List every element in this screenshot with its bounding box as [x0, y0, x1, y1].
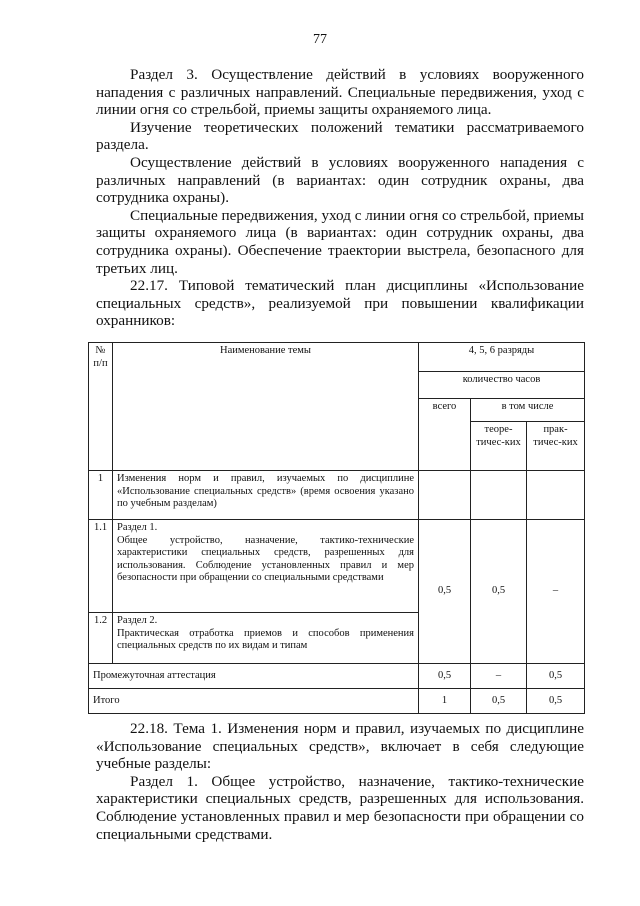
table-header-row	[89, 343, 585, 372]
outro-text	[96, 720, 584, 843]
paragraph-22-18: 22.18. Тема 1. Изменения норм и правил, изучаемых по дисциплине «Использование специальных средств», включает в себя следующие учебные разделы:	[96, 720, 584, 773]
intro-text	[96, 66, 584, 330]
section-theory-hours: 0,5	[471, 520, 527, 664]
section-practice-hours: –	[527, 520, 585, 664]
paragraph-armed-attack-actions: Осуществление действий в условиях вооруженного нападения с различных направлений (в вариантах: один сотрудник охраны, два сотрудника охраны).	[96, 153, 584, 207]
header-total: всего	[419, 399, 471, 471]
header-theory: теоре-тичес-ких	[471, 422, 527, 471]
paragraph-special-movements: Специальные передвижения, уход с линии огня со стрельбой, приемы защиты охраняемого лица (в вариантах: один сотрудник охраны, два сотрудника охраны). Обеспечение траектории выстрела, безопасного для третьих лиц.	[96, 206, 584, 277]
row-total	[419, 471, 471, 520]
row-num: 1	[89, 471, 113, 520]
row-topic: Раздел 2. Практическая отработка приемов и способов применения специальных средств по их видам и типам	[113, 613, 419, 664]
interim-row	[89, 664, 585, 689]
header-practice: прак-тичес-ких	[527, 422, 585, 471]
total-row	[89, 689, 585, 714]
total-label: Итого	[89, 689, 419, 714]
total-hours: 1	[419, 689, 471, 714]
total-practice: 0,5	[527, 689, 585, 714]
thematic-plan-table	[88, 342, 585, 714]
header-hours: количество часов	[419, 372, 585, 399]
row-num: 1.1	[89, 520, 113, 613]
header-name: Наименование темы	[113, 343, 419, 471]
interim-practice: 0,5	[527, 664, 585, 689]
interim-theory: –	[471, 664, 527, 689]
paragraph-section-1: Раздел 1. Общее устройство, назначение, тактико-технические характеристики специальных средств, разрешенных для использования. Соблюдение установленных правил и мер безопасности при обращении со специальными средствами.	[96, 772, 584, 843]
total-theory: 0,5	[471, 689, 527, 714]
row-theory	[471, 471, 527, 520]
section-total-hours: 0,5	[419, 520, 471, 664]
paragraph-theory-study: Изучение теоретических положений тематики рассматриваемого раздела.	[96, 118, 584, 154]
interim-label: Промежуточная аттестация	[89, 664, 419, 689]
header-num: № п/п	[89, 343, 113, 471]
paragraph-section-3: Раздел 3. Осуществление действий в условиях вооруженного нападения с различных направлений. Специальные передвижения, уход с линии огня со стрельбой, приемы защиты охраняемого лица.	[96, 66, 584, 119]
row-topic: Раздел 1. Общее устройство, назначение, тактико-технические характеристики специальных средств, разрешенных для использования. Соблюдение установленных правил и мер безопасности при обращении со специальными средствами	[113, 520, 419, 613]
row-practice	[527, 471, 585, 520]
header-grades: 4, 5, 6 разряды	[419, 343, 585, 372]
table-row	[89, 520, 585, 613]
paragraph-22-17-heading: 22.17. Типовой тематический план дисциплины «Использование специальных средств», реализуемой при повышении квалификации охранников:	[96, 277, 584, 330]
table-row	[89, 471, 585, 520]
row-num: 1.2	[89, 613, 113, 664]
header-including: в том числе	[471, 399, 585, 422]
interim-total: 0,5	[419, 664, 471, 689]
row-topic: Изменения норм и правил, изучаемых по дисциплине «Использование специальных средств» (время освоения указано по учебным разделам)	[113, 471, 419, 520]
page-number: 77	[313, 32, 327, 47]
